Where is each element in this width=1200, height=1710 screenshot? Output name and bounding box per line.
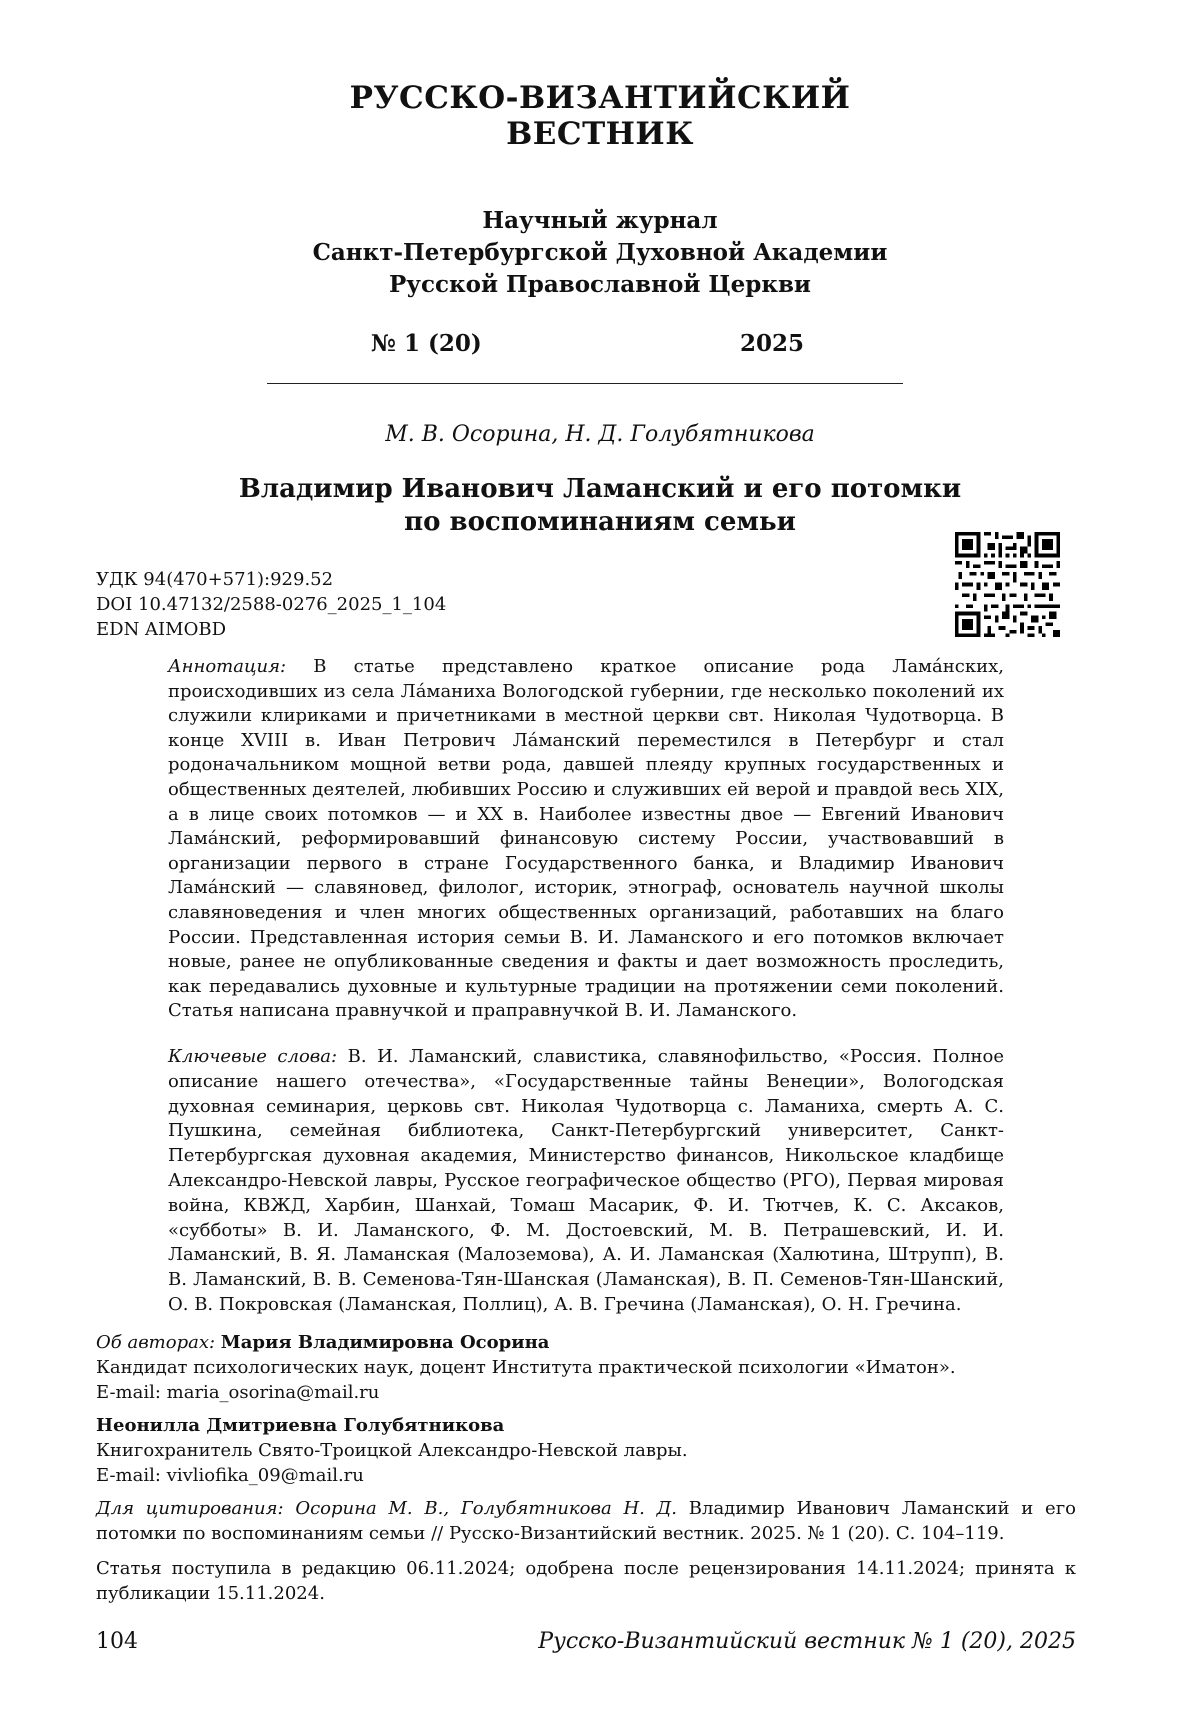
article-identifiers [96, 567, 446, 642]
abstract-text: В статье представлено краткое описание рода Лама́нских, происходивших из села Ла́маниха Вологодской губернии, где несколько поколений их служили клириками и причетниками в местной церкви свт. Николая Чудотворца. В конце XVIII в. Иван Петрович Ла́манский переместился в Петербург и стал родоначальником мощной ветви рода, давшей плеяду крупных государственных и общественных деятелей, любивших Россию и служивших ей верой и правдой весь XIX, а в лице своих потомков — и XX в. Наиболее известны двое — Евгений Иванович Лама́нский, реформировавший финансовую систему России, участвовавший в организации первого в стране Государственного банка, и Владимир Иванович Лама́нский — славяновед, филолог, историк, этнограф, основатель научной школы славяноведения и член многих общественных организаций, работавших на благо России. Представленная история семьи В. И. Ламанского и его потомков включает новые, ранее не опубликованные сведения и факты и дает возможность проследить, как передавались духовные и культурные традиции на протяжении семи поколений. Статья написана правнучкой и праправнучкой В. И. Ламанского. [168, 656, 1004, 1022]
issue-year: 2025 [740, 330, 805, 357]
keywords-label: Ключевые слова: [168, 1046, 338, 1067]
udk: УДК 94(470+571):929.52 [96, 569, 334, 590]
page-number: 104 [96, 1629, 138, 1654]
keywords [168, 1045, 1004, 1318]
article-title-line-1: Владимир Иванович Ламанский и его потомки [238, 474, 962, 504]
second-author [96, 1413, 1076, 1488]
qr-code-icon[interactable] [955, 532, 1060, 637]
journal-title [200, 80, 1000, 152]
citation-text: Владимир Иванович Ламанский и его потомки по воспоминаниям семьи // Русско-Византийский вестник. 2025. № 1 (20). С. 104–119. [96, 1498, 1076, 1544]
author-1-email[interactable]: E-mail: maria_osorina@mail.ru [96, 1382, 380, 1403]
article-authors: М. В. Осорина, Н. Д. Голубятникова [385, 422, 815, 447]
subtitle-line-2: Санкт-Петербургской Духовной Академии [312, 239, 888, 266]
author-1-name: Мария Владимировна Осорина [220, 1332, 550, 1353]
received-dates: Статья поступила в редакцию 06.11.2024; одобрена после рецензирования 14.11.2024; принята к публикации 15.11.2024. [96, 1558, 1076, 1604]
subtitle-line-1: Научный журнал [482, 207, 718, 234]
author-2-email[interactable]: E-mail: vivliofika_09@mail.ru [96, 1465, 364, 1486]
abstract-label: Аннотация: [168, 656, 287, 677]
about-authors-label: Об авторах: [96, 1332, 216, 1353]
citation [96, 1496, 1076, 1546]
keywords-text: В. И. Ламанский, славистика, славянофильство, «Россия. Полное описание нашего отечества», «Государственные тайны Венеции», Вологодская духовная семинария, церковь свт. Николая Чудотворца с. Ламаниха, смерть А. С. Пушкина, семейная библиотека, Санкт-Петербургский университет, Санкт-Петербургская духовная академия, Министерство финансов, Никольское кладбище Александро-Невской лавры, Русское географическое общество (РГО), Первая мировая война, КВЖД, Харбин, Шанхай, Томаш Масарик, Ф. И. Тютчев, К. С. Аксаков, «субботы» В. И. Ламанского, Ф. М. Достоевский, М. В. Петрашевский, И. И. Ламанский, В. Я. Ламанская (Малоземова), А. И. Ламанская (Халютина, Штрупп), В. В. Ламанский, В. В. Семенова-Тян-Шанская (Ламанская), В. П. Семенов-Тян-Шанский, О. В. Покровская (Ламанская, Поллиц), А. В. Гречина (Ламанская), О. Н. Гречина. [168, 1046, 1005, 1315]
article-title-line-2: по воспоминаниям семьи [404, 507, 796, 537]
header-divider [267, 383, 903, 384]
author-2-position: Книгохранитель Свято-Троицкой Александро-Невской лавры. [96, 1440, 688, 1461]
journal-subtitle [200, 205, 1000, 301]
about-authors [96, 1330, 1076, 1405]
subtitle-line-3: Русской Православной Церкви [388, 271, 811, 298]
edn: EDN AIMOBD [96, 619, 226, 640]
author-1-position: Кандидат психологических наук, доцент Института практической психологии «Иматон». [96, 1357, 956, 1378]
abstract [168, 655, 1004, 1024]
article-title [150, 473, 1050, 539]
issue-number: № 1 (20) [371, 330, 482, 357]
doi: DOI 10.47132/2588-0276_2025_1_104 [96, 594, 447, 615]
citation-label: Для цитирования: Осорина М. В., Голубятникова Н. Д. [96, 1498, 678, 1519]
author-2-name: Неонилла Дмитриевна Голубятникова [96, 1415, 505, 1436]
journal-title-line-2: ВЕСТНИК [506, 116, 694, 152]
journal-title-line-1: РУССКО-ВИЗАНТИЙСКИЙ [349, 80, 851, 116]
running-footer: Русско-Византийский вестник № 1 (20), 2025 [538, 1629, 1076, 1654]
